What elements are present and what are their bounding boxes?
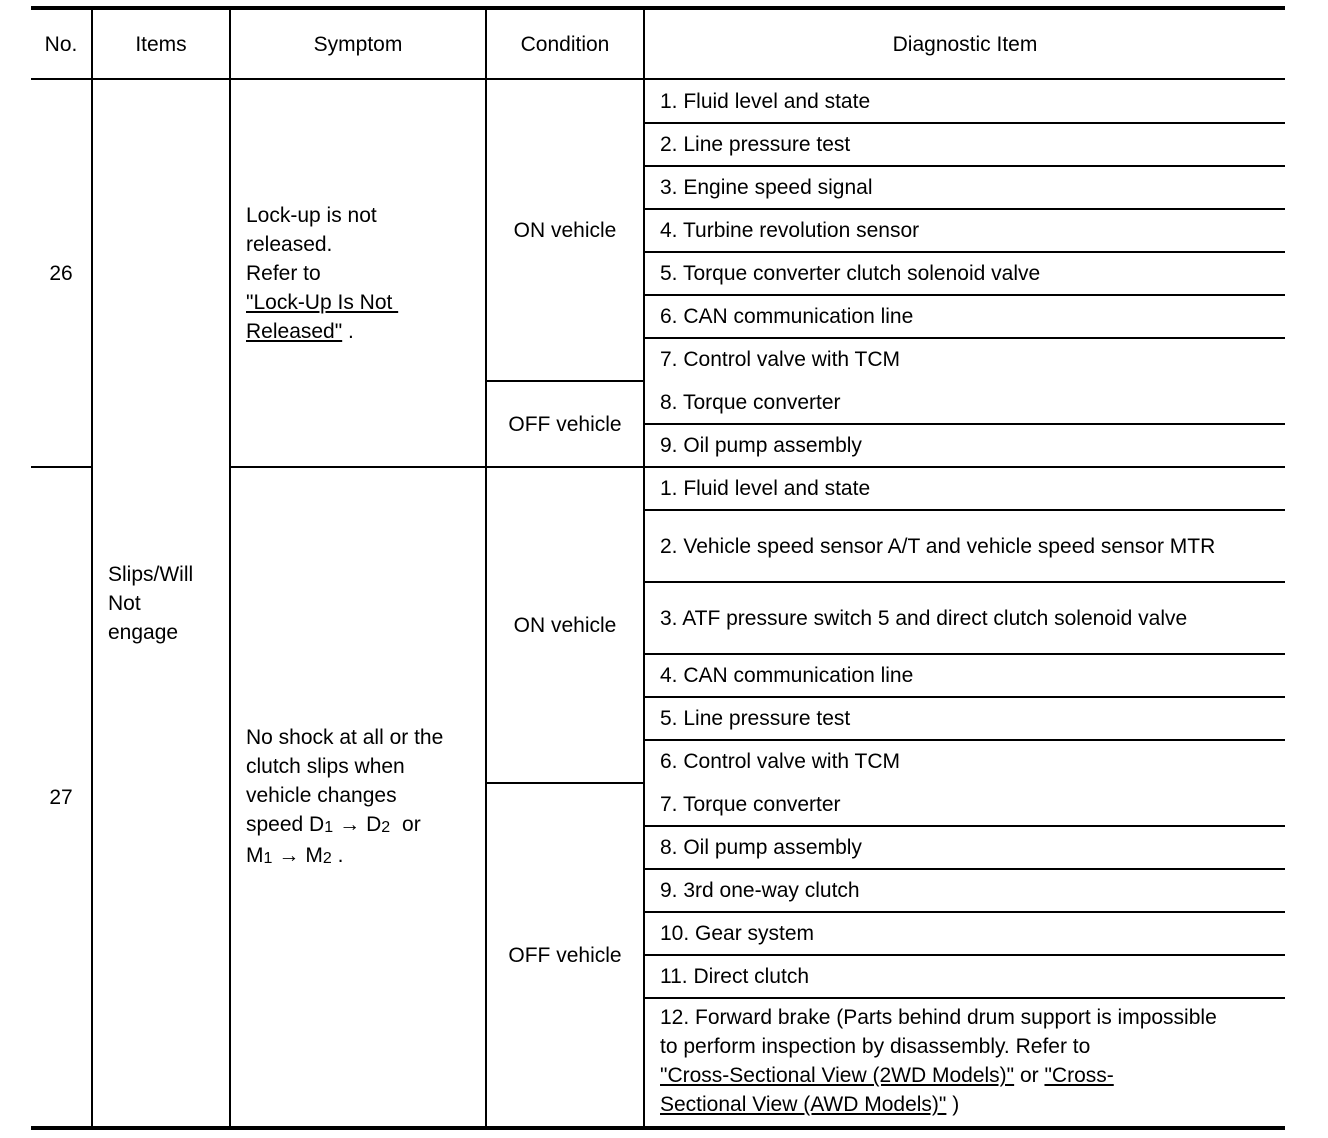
diagnostic-item: 7. Torque converter — [660, 793, 841, 816]
symptom-line: released. — [246, 232, 333, 256]
m-tail: . — [331, 843, 344, 867]
items-text-line: Not — [108, 591, 141, 615]
or-label: or — [1014, 1064, 1045, 1087]
subscript: 1 — [324, 818, 334, 836]
symptom-line-speed — [246, 810, 443, 841]
diagnostic-item-line: 12. Forward brake (Parts behind drum support is impossible — [660, 1006, 1217, 1029]
condition-on-vehicle-26: ON vehicle — [513, 218, 617, 242]
diagnostic-item: 7. Control valve with TCM — [660, 348, 901, 371]
diagnostic-item-forward-brake — [645, 999, 1285, 1126]
condition-off-vehicle-26: OFF vehicle — [508, 412, 622, 436]
diagnostic-item: 5. Torque converter clutch solenoid valve — [660, 262, 1041, 285]
diagnostic-item: 2. Line pressure test — [660, 133, 851, 156]
diagnostic-item: 8. Oil pump assembly — [660, 836, 862, 859]
diagnostic-item: 2. Vehicle speed sensor A/T and vehicle speed sensor MTR — [660, 534, 1216, 558]
symptom-tail: . — [342, 319, 354, 343]
cross-sectional-2wd-link[interactable]: "Cross-Sectional View (2WD Models)" — [660, 1064, 1015, 1087]
subscript: 1 — [263, 849, 273, 867]
diagnostic-item: 4. CAN communication line — [660, 664, 914, 687]
diagnostic-item: 5. Line pressure test — [660, 707, 851, 730]
condition-off-vehicle-27: OFF vehicle — [508, 943, 622, 967]
bottom-rule — [31, 1126, 1285, 1130]
diagnostic-item: 9. Oil pump assembly — [660, 434, 862, 457]
diagnostic-item-line: to perform inspection by disassembly. Refer to — [660, 1035, 1091, 1058]
arrow-right-icon: → — [278, 843, 300, 867]
symptom-cell-27 — [231, 468, 485, 1126]
diagnostic-item: 8. Torque converter — [660, 391, 841, 414]
speed-label: speed D — [246, 812, 325, 836]
condition-on-vehicle-27: ON vehicle — [513, 613, 617, 637]
cross-sectional-awd-link[interactable]: "Cross- — [1044, 1064, 1114, 1087]
diagnostic-item: 9. 3rd one-way clutch — [660, 879, 860, 902]
header-condition: Condition — [520, 32, 610, 56]
diagnostic-item: 6. Control valve with TCM — [660, 750, 901, 773]
diagnostic-item: 3. ATF pressure switch 5 and direct clutch solenoid valve — [660, 606, 1188, 630]
header-symptom: Symptom — [313, 32, 403, 56]
arrow-right-icon: → — [339, 812, 361, 836]
gear-d-label: D — [366, 812, 382, 836]
diagnostic-item: 11. Direct clutch — [660, 965, 809, 988]
symptom-line-m — [246, 841, 443, 872]
lock-up-not-released-link[interactable]: Released" — [246, 319, 343, 343]
row-number-26: 26 — [49, 261, 73, 285]
symptom-line: clutch slips when — [246, 754, 405, 778]
m-label: M — [246, 843, 264, 867]
close-paren: ) — [946, 1093, 960, 1116]
cross-sectional-awd-link[interactable]: Sectional View (AWD Models)" — [660, 1093, 947, 1116]
or-label: or — [396, 812, 421, 836]
subscript: 2 — [322, 849, 332, 867]
symptom-line: Lock-up is not — [246, 203, 377, 227]
items-text-line: engage — [108, 620, 179, 644]
m-label: M — [305, 843, 323, 867]
header-items: Items — [135, 32, 187, 56]
diagnostic-item: 10. Gear system — [660, 922, 815, 945]
symptom-line: Refer to — [246, 261, 321, 285]
diagnostic-item: 4. Turbine revolution sensor — [660, 219, 920, 242]
symptom-cell-26 — [231, 80, 485, 466]
symptom-line: vehicle changes — [246, 783, 397, 807]
items-text-line: Slips/Will — [108, 562, 194, 586]
diagnostic-item: 1. Fluid level and state — [660, 477, 871, 500]
items-cell — [93, 80, 229, 1126]
diagnostic-item: 3. Engine speed signal — [660, 176, 873, 199]
row-number-27: 27 — [49, 785, 73, 809]
symptom-line: No shock at all or the — [246, 725, 444, 749]
diagnostic-item: 1. Fluid level and state — [660, 89, 871, 113]
header-no: No. — [44, 32, 78, 56]
header-diagnostic-item: Diagnostic Item — [892, 32, 1038, 56]
subscript: 2 — [381, 818, 391, 836]
diagnostic-item: 6. CAN communication line — [660, 305, 914, 328]
lock-up-not-released-link[interactable]: "Lock-Up Is Not — [246, 290, 399, 314]
